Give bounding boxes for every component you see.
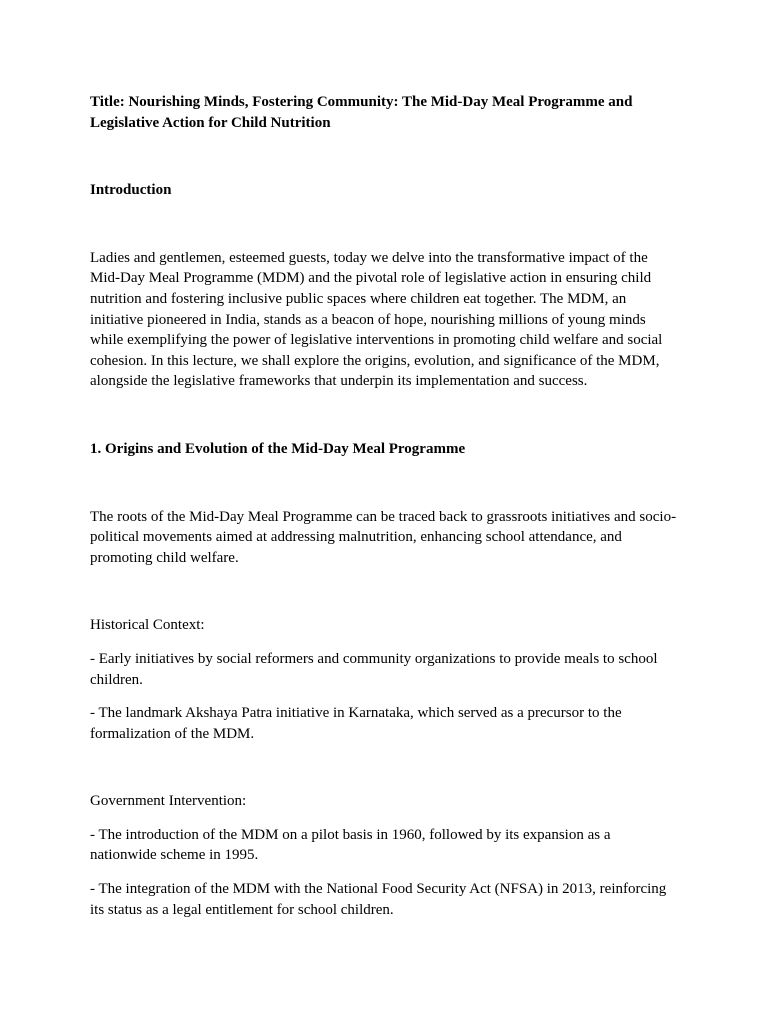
section-1-paragraph: The roots of the Mid-Day Meal Programme can be traced back to grassroots initiatives and socio-political movements aimed at addressing malnutrition, enhancing school attendance, and promoting child welfare. [90,508,677,566]
historical-context-heading: Historical Context: [90,617,205,634]
section-1-heading: 1. Origins and Evolution of the Mid-Day Meal Programme [90,440,466,457]
introduction-paragraph: Ladies and gentlemen, esteemed guests, today we delve into the transformative impact of the Mid-Day Meal Programme (MDM) and the pivotal role of legislative action in ensuring child nutrition and fostering inclusive public spaces where children eat together. The MDM, an initiative pioneered in India, stands as a beacon of hope, nourishing millions of young minds while exemplifying the power of legislative interventions in promoting child welfare and social cohesion. In this lecture, we shall explore the origins, evolution, and significance of the MDM, alongside the legislative frameworks that underpin its implementation and success. [90,249,663,390]
historical-context-item: - Early initiatives by social reformers and community organizations to provide meals to school children. [90,650,658,688]
historical-context-item: - The landmark Akshaya Patra initiative in Karnataka, which served as a precursor to the formalization of the MDM. [90,705,622,742]
government-intervention-item: - The integration of the MDM with the National Food Security Act (NFSA) in 2013, reinforcing its status as a legal entitlement for school children. [90,881,667,918]
government-intervention-heading: Government Intervention: [90,793,247,810]
document-title: Title: Nourishing Minds, Fostering Community: The Mid-Day Meal Programme and Legislative Action for Child Nutrition [90,94,633,131]
introduction-heading: Introduction [90,182,172,199]
government-intervention-item: - The introduction of the MDM on a pilot basis in 1960, followed by its expansion as a nationwide scheme in 1995. [90,826,611,864]
document-body [90,92,680,920]
